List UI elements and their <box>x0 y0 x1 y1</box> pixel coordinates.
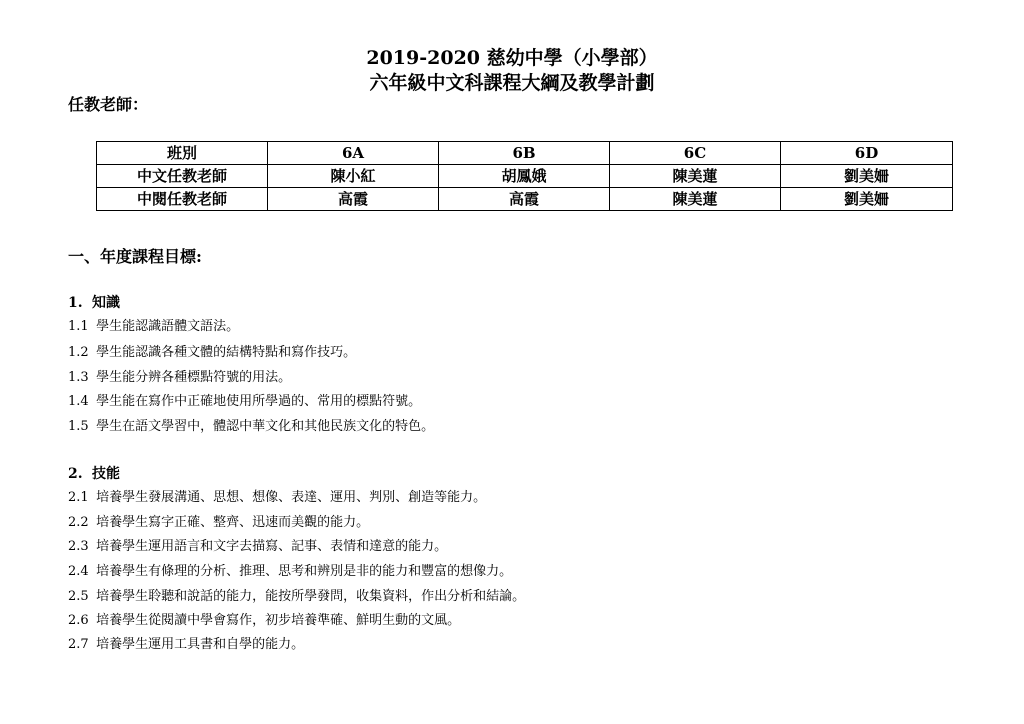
list-item <box>68 318 239 336</box>
item-number: 2.5 <box>68 589 89 604</box>
table-cell: 陳美蓮 <box>610 165 781 188</box>
item-number: 1.4 <box>68 394 89 409</box>
item-number: 1.5 <box>68 419 89 434</box>
table-row <box>97 142 953 165</box>
item-number: 1.3 <box>68 370 89 385</box>
group-number: 2. <box>68 466 83 482</box>
table-header-cell: 班別 <box>97 142 268 165</box>
class-teacher-table <box>96 141 953 211</box>
list-item <box>68 418 434 436</box>
group-title: 知識 <box>92 295 120 311</box>
item-number: 2.2 <box>68 515 89 530</box>
item-text: 培養學生發展溝通、思想、想像、表達、運用、判別、創造等能力。 <box>96 490 487 505</box>
table-row <box>97 165 953 188</box>
list-item <box>68 489 486 507</box>
table-cell: 胡鳳娥 <box>439 165 610 188</box>
item-number: 2.6 <box>68 613 89 628</box>
list-item <box>68 612 460 630</box>
list-item <box>68 393 421 411</box>
list-item <box>68 344 356 362</box>
table-header-cell: 6C <box>610 142 781 165</box>
item-text: 培養學生從閱讀中學會寫作，初步培養準確、鮮明生動的文風。 <box>96 613 461 628</box>
group-heading-knowledge <box>68 294 120 312</box>
table-cell: 高霞 <box>268 188 439 211</box>
table-cell: 陳美蓮 <box>610 188 781 211</box>
table-header-cell: 6A <box>268 142 439 165</box>
table-header-cell: 6B <box>439 142 610 165</box>
document-subtitle: 六年級中文科課程大綱及教學計劃 <box>369 72 655 94</box>
item-text: 學生能在寫作中正確地使用所學過的、常用的標點符號。 <box>96 394 422 409</box>
item-text: 學生能認識各種文體的結構特點和寫作技巧。 <box>96 345 357 360</box>
teacher-label: 任教老師： <box>68 95 149 114</box>
list-item <box>68 636 304 654</box>
list-item <box>68 369 291 387</box>
item-text: 學生能認識語體文語法。 <box>96 319 240 334</box>
table-row <box>97 188 953 211</box>
table-cell: 劉美姍 <box>781 188 953 211</box>
list-item <box>68 563 512 581</box>
document-title: 2019-2020 慈幼中學（小學部） <box>366 47 658 69</box>
item-number: 1.1 <box>68 319 89 334</box>
item-text: 學生能分辨各種標點符號的用法。 <box>96 370 292 385</box>
list-item <box>68 514 369 532</box>
section-heading: 一、年度課程目標: <box>68 247 202 266</box>
table-cell: 劉美姍 <box>781 165 953 188</box>
list-item <box>68 538 447 556</box>
table-cell: 中文任教老師 <box>97 165 268 188</box>
item-text: 培養學生聆聽和說話的能力，能按所學發問，收集資料，作出分析和結論。 <box>96 589 526 604</box>
item-number: 2.7 <box>68 637 89 652</box>
item-text: 培養學生運用工具書和自學的能力。 <box>96 637 305 652</box>
group-title: 技能 <box>92 466 120 482</box>
item-number: 1.2 <box>68 345 89 360</box>
item-text: 培養學生寫字正確、整齊、迅速而美觀的能力。 <box>96 515 370 530</box>
table-cell: 高霞 <box>439 188 610 211</box>
item-number: 2.4 <box>68 564 89 579</box>
list-item <box>68 588 525 606</box>
table-header-cell: 6D <box>781 142 953 165</box>
group-heading-skills <box>68 465 120 483</box>
group-number: 1. <box>68 295 83 311</box>
item-number: 2.1 <box>68 490 89 505</box>
item-text: 培養學生運用語言和文字去描寫、記事、表情和達意的能力。 <box>96 539 448 554</box>
item-text: 學生在語文學習中，體認中華文化和其他民族文化的特色。 <box>96 419 435 434</box>
item-number: 2.3 <box>68 539 89 554</box>
table-cell: 中閱任教老師 <box>97 188 268 211</box>
item-text: 培養學生有條理的分析、推理、思考和辨別是非的能力和豐富的想像力。 <box>96 564 513 579</box>
table-cell: 陳小紅 <box>268 165 439 188</box>
